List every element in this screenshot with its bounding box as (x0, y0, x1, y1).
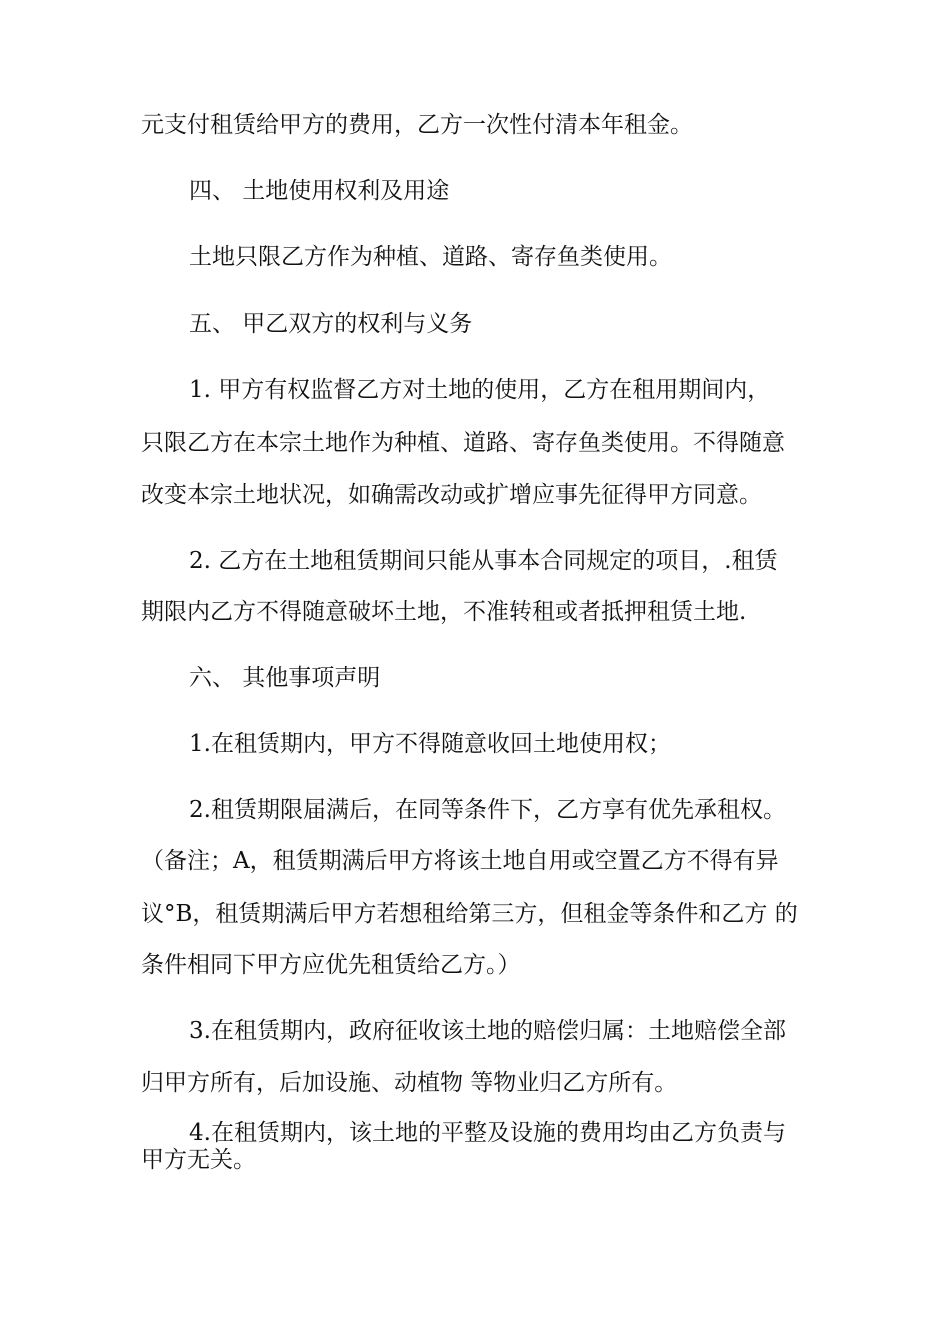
text-line: 归甲方所有，后加设施、动植物 等物业归乙方所有。 (141, 1070, 678, 1096)
text-line: 3.在租赁期内，政府征收该土地的赔偿归属：土地赔偿全部 (189, 1018, 786, 1044)
section-heading: 五、 甲乙双方的权利与义务 (189, 311, 473, 337)
text-line: 4.在租赁期内，该土地的平整及设施的费用均由乙方负责与 (189, 1120, 786, 1146)
text-line: 只限乙方在本宗土地作为种植、道路、寄存鱼类使用。不得随意 (141, 430, 785, 456)
text-line: 1.在租赁期内，甲方不得随意收回土地使用权； (189, 731, 671, 757)
text-line: 期限内乙方不得随意破坏土地，不准转租或者抵押租赁土地. (141, 599, 747, 625)
section-heading: 四、 土地使用权利及用途 (189, 178, 450, 204)
text-line: 2.租赁期限届满后，在同等条件下，乙方享有优先承租权。 (189, 797, 786, 823)
text-line: 议°B，租赁期满后甲方若想租给第三方，但租金等条件和乙方 的 (141, 901, 798, 927)
text-line: 元支付租赁给甲方的费用，乙方一次性付清本年租金。 (141, 112, 693, 138)
text-line: （备注；A，租赁期满后甲方将该土地自用或空置乙方不得有异 (141, 848, 779, 874)
text-line: 甲方无关。 (141, 1147, 256, 1173)
section-heading: 六、 其他事项声明 (189, 665, 381, 691)
text-line: 2. 乙方在土地租赁期间只能从事本合同规定的项目，.租赁 (189, 548, 778, 574)
text-line: 条件相同下甲方应优先租赁给乙方。） (141, 952, 521, 978)
text-line: 土地只限乙方作为种植、道路、寄存鱼类使用。 (189, 244, 672, 270)
text-line: 1. 甲方有权监督乙方对土地的使用，乙方在租用期间内， (189, 377, 771, 403)
text-line: 改变本宗土地状况，如确需改动或扩增应事先征得甲方同意。 (141, 482, 762, 508)
